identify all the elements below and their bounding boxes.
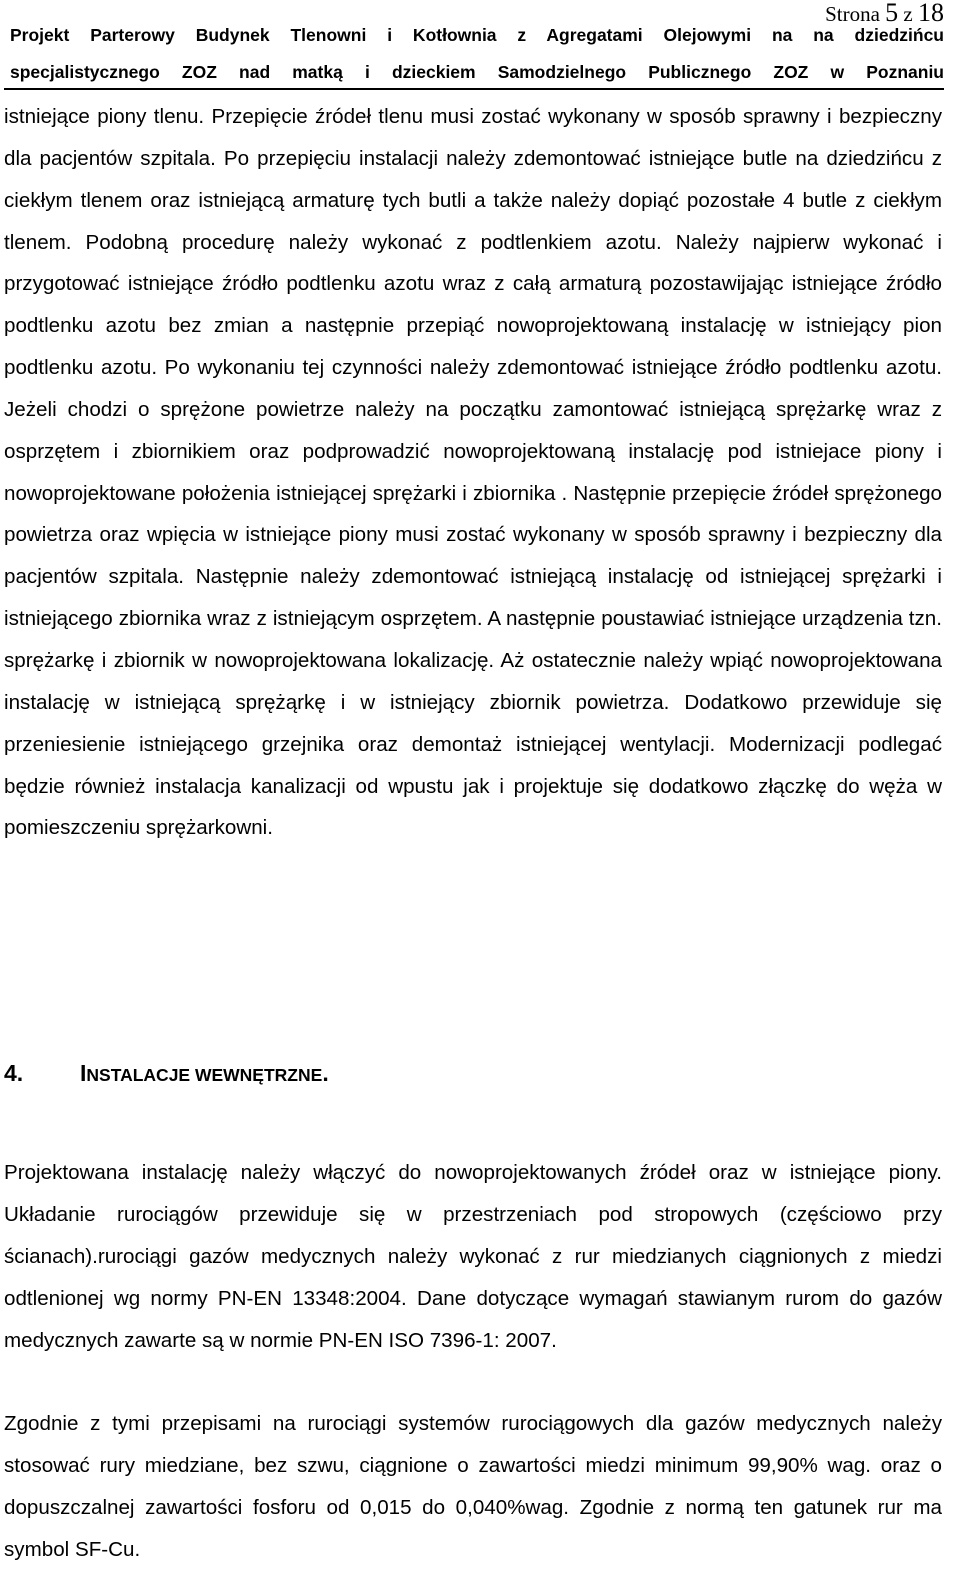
paragraph-1: istniejące piony tlenu. Przepięcie źródeł tlenu musi zostać wykonany w sposób sprawny i bezpieczny dla pacjentów szpitala. Po przepięciu instalacji należy zdemontować istniejące butle na dziedzińcu z ciekłym tlenem oraz istniejącą armaturę tych butli a także należy dopiąć pozostałe 4 butle z ciekłym tlenem. Podobną procedurę należy wykonać z podtlenkiem azotu. Należy najpierw wykonać i przygotować istniejące źródło podtlenku azotu wraz z całą armaturą pozostawijając istniejące źródło podtlenku azotu bez zmian a następnie przepiąć nowoprojektowaną instalację w istniejący pion podtlenku azotu. Po wykonaniu tej czynności należy zdemontować istniejące źródło podtlenku azotu. Jeżeli chodzi o sprężone powietrze należy na początku zamontować istniejącą sprężarkę wraz z osprzętem i zbiornikiem oraz podprowadzić nowoprojektowaną instalację pod istniejace piony i nowoprojektowane położenia istniejącej sprężarki i zbiornika . Następnie przepięcie źródeł sprężonego powietrza oraz wpięcia w istniejące piony musi zostać wykonany w sposób sprawny i bezpieczny dla pacjentów szpitala. Następnie należy zdemontować istniejącą instalację od istniejącej sprężarki i istniejącego zbiornika wraz z istniejącym osprzętem. A następnie poustawiać istniejące urządzenia tzn. sprężarkę i zbiornik w nowoprojektowana lokalizację. Aż ostatecznie należy wpiąć nowoprojektowana instalację w istniejącą sprężąrkę i w istniejący zbiornik powietrza. Dodatkowo przewiduje się przeniesienie istniejącego grzejnika oraz demontaż istniejącej wentylacji. Modernizacji podlegać będzie również instalacja kanalizacji od wpustu jak i projektuje się dodatkowo złączkę do węża w pomieszczeniu sprężarkowni.: [4, 105, 942, 840]
page-number: [825, 0, 944, 27]
header-project-title: Projekt Parterowy Budynek Tlenowni i Kotłownia z Agregatami Olejowymi na na dziedzińcu: [10, 25, 944, 45]
section-title-end: .: [322, 1060, 329, 1086]
section-title-initial: I: [80, 1060, 87, 1086]
paragraph-3: Zgodnie z tymi przepisami na rurociągi systemów rurociągowych dla gazów medycznych należy stosować rury miedziane, bez szwu, ciągnione o zawartości miedzi minimum 99,90% wag. oraz o dopuszczalnej zawartości fosforu od 0,015 do 0,040%wag. Zgodnie z normą ten gatunek rur ma symbol SF-Cu.: [4, 1412, 942, 1561]
header-divider: [4, 88, 944, 90]
page-current: 5: [885, 0, 899, 27]
section-number: 4.: [4, 1060, 24, 1086]
page-separator: z: [903, 2, 913, 26]
paragraph-2: Projektowana instalację należy włączyć do nowoprojektowanych źródeł oraz w istniejące piony. Układanie rurociągów przewiduje się w przestrzeniach pod stropowych (częściowo przy ścianach).rurociągi gazów medycznych należy wykonać z rur miedzianych ciągnionych z miedzi odtlenionej wg normy PN-EN 13348:2004. Dane dotyczące wymagań stawianym rurom do gazów medycznych zawarte są w normie PN-EN ISO 7396-1: 2007.: [4, 1161, 942, 1352]
header-project-subtitle: specjalistycznego ZOZ nad matką i dzieckiem Samodzielnego Publicznego ZOZ w Poznaniu: [10, 62, 944, 82]
page-total: 18: [918, 0, 944, 27]
page-label: Strona: [825, 2, 880, 26]
section-heading: [4, 1060, 329, 1087]
section-title-rest: NSTALACJE WEWNĘTRZNE: [86, 1065, 323, 1085]
